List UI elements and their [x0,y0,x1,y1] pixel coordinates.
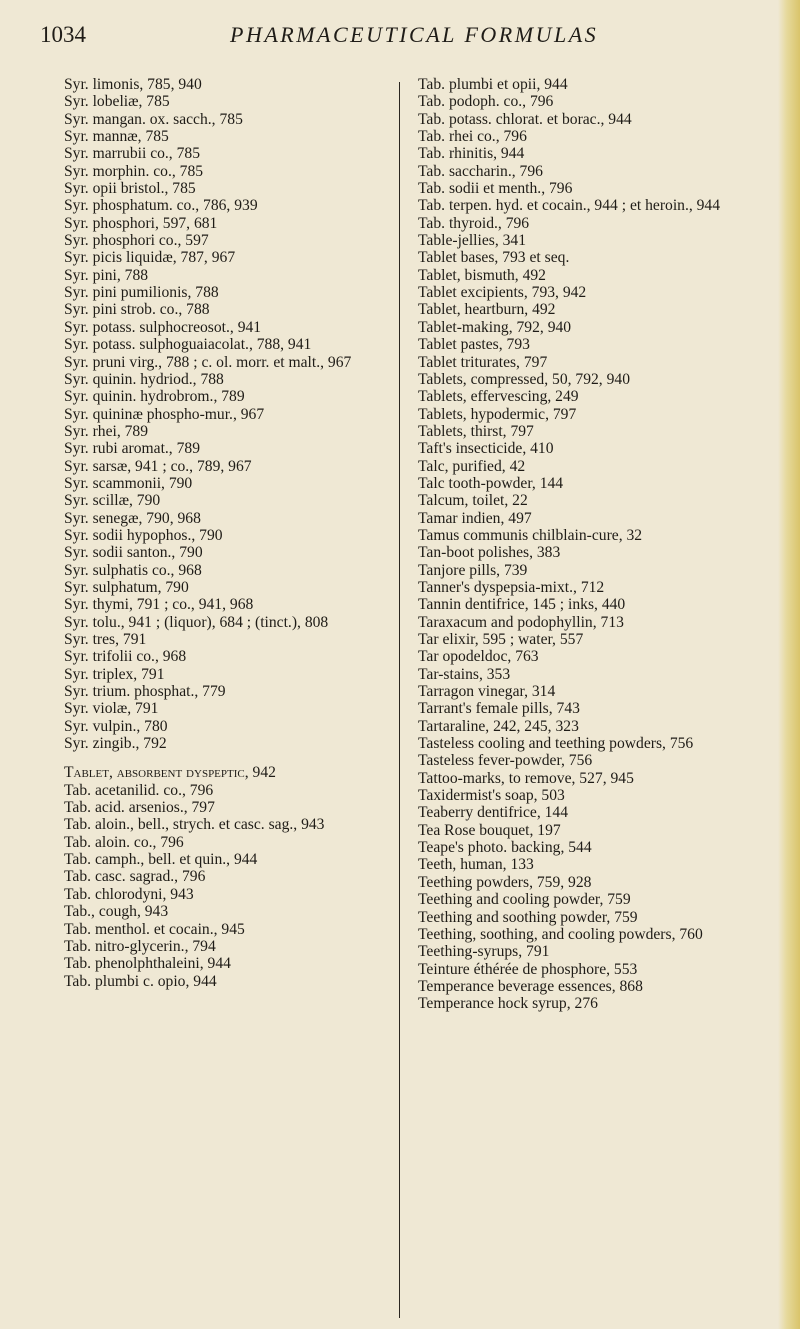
index-entry: Syr. marrubii co., 785 [64,145,200,163]
index-entry: Syr. potass. sulphocreosot., 941 [64,318,262,336]
index-entry: Tab. podoph. co., 796 [418,93,554,111]
index-entry: Temperance beverage essences, 868 [418,977,643,995]
page-header [40,20,740,54]
index-entry: Tasteless cooling and teething powders, 756 [418,735,694,753]
index-entry: Tablet pastes, 793 [418,336,530,354]
index-entry: Talc tooth-powder, 144 [418,474,564,492]
index-entries [418,76,780,1013]
index-entry: Taft's insecticide, 410 [418,440,554,458]
index-entry: Syr. picis liquidæ, 787, 967 [64,249,236,267]
index-entry: Tablets, compressed, 50, 792, 940 [418,370,630,388]
index-entry: Syr. limonis, 785, 940 [64,76,202,93]
index-entry: Tab. sodii et menth., 796 [418,180,573,198]
index-entry: Tablet, bismuth, 492 [418,266,546,284]
index-entry: Syr. pini strob. co., 788 [64,301,210,319]
index-entry: Teape's photo. backing, 544 [418,839,592,857]
index-entry: Syr. scammonii, 790 [64,474,193,492]
index-entry: Syr. pruni virg., 788 ; c. ol. morr. et malt., 967 [64,353,352,371]
index-column-right [418,76,780,1013]
index-entry: Syr. trium. phosphat., 779 [64,683,226,701]
index-entry: Tamar indien, 497 [418,509,532,527]
index-entry: Tab. potass. chlorat. et borac., 944 [418,110,632,128]
index-entry: Temperance hock syrup, 276 [418,995,598,1013]
index-entry: Syr. sarsæ, 941 ; co., 789, 967 [64,457,252,475]
index-entry: Tar opodeldoc, 763 [418,648,539,666]
index-entry: Syr. tolu., 941 ; (liquor), 684 ; (tinct.), 808 [64,613,329,631]
syrup-entries [64,76,384,752]
index-entry: Taraxacum and podophyllin, 713 [418,613,624,631]
index-entry: Teaberry dentifrice, 144 [418,804,569,822]
index-entry: Syr. trifolii co., 968 [64,648,187,666]
index-entry: Syr. rhei, 789 [64,422,149,440]
index-entry: Tattoo-marks, to remove, 527, 945 [418,769,634,787]
index-entry: Syr. phosphori co., 597 [64,232,209,250]
tablet-section-heading: Tablet, absorbent dyspeptic, 942 [64,764,276,782]
index-entry: Tab. rhinitis, 944 [418,145,525,163]
section-gap [64,752,384,764]
index-entry: Tab. plumbi c. opio, 944 [64,972,217,990]
index-entry: Tablets, effervescing, 249 [418,388,579,406]
column-divider [399,82,400,1318]
index-entry: Talc, purified, 42 [418,457,526,475]
index-entry: Syr. triplex, 791 [64,665,165,683]
index-entry: Teething-syrups, 791 [418,943,550,961]
index-entry: Tab. acetanilid. co., 796 [64,781,214,799]
index-entry: Syr. sulphatis co., 968 [64,561,202,579]
index-entry: Tea Rose bouquet, 197 [418,821,561,839]
index-entry: Syr. pini, 788 [64,266,149,284]
index-entry: Tanner's dyspepsia-mixt., 712 [418,578,605,596]
index-entry: Tab., cough, 943 [64,903,169,921]
index-entry: Syr. pini pumilionis, 788 [64,284,219,302]
index-entry: Tan-boot polishes, 383 [418,544,561,562]
index-entry: Syr. senegæ, 790, 968 [64,509,201,527]
index-entry: Syr. phosphori, 597, 681 [64,214,218,232]
index-entry: Tab. saccharin., 796 [418,162,543,180]
index-entry: Syr. phosphatum. co., 786, 939 [64,197,258,215]
index-entry: Syr. sodii santon., 790 [64,544,203,562]
index-entry: Teeth, human, 133 [418,856,534,874]
index-entry: Tablets, thirst, 797 [418,422,534,440]
index-entry: Syr. vulpin., 780 [64,717,168,735]
index-entry: Syr. mangan. ox. sacch., 785 [64,110,243,128]
index-entry: Syr. lobeliæ, 785 [64,93,170,111]
index-entry: Syr. zingib., 792 [64,735,167,753]
page-number: 1034 [40,22,86,47]
index-entry: Syr. thymi, 791 ; co., 941, 968 [64,596,254,614]
index-entry: Syr. quininæ phospho-mur., 967 [64,405,265,423]
index-entry: Tartaraline, 242, 245, 323 [418,717,579,735]
index-entry: Table-jellies, 341 [418,232,527,250]
index-entry: Syr. quinin. hydriod., 788 [64,370,224,388]
index-entry: Tar-stains, 353 [418,665,511,683]
index-entry: Tab. aloin., bell., strych. et casc. sag., 943 [64,816,325,834]
index-entry: Syr. mannæ, 785 [64,128,169,146]
index-entry: Syr. sulphatum, 790 [64,578,189,596]
index-entry: Tab. casc. sagrad., 796 [64,868,206,886]
index-entry: Teething, soothing, and cooling powders, 760 [418,925,703,943]
index-entry: Teething and cooling powder, 759 [418,891,631,909]
index-entry: Syr. scillæ, 790 [64,492,161,510]
tablet-entries [64,782,384,990]
index-entry: Tablets, hypodermic, 797 [418,405,577,423]
index-entry: Tablet-making, 792, 940 [418,318,572,336]
index-entry: Tablet, heartburn, 492 [418,301,556,319]
index-entry: Syr. opii bristol., 785 [64,180,196,198]
running-title: PHARMACEUTICAL FORMULAS [230,22,599,47]
index-entry: Syr. morphin. co., 785 [64,162,204,180]
index-column-left [64,76,384,990]
index-entry: Syr. quinin. hydrobrom., 789 [64,388,245,406]
index-entry: Tasteless fever-powder, 756 [418,752,593,770]
index-entry: Teinture éthérée de phosphore, 553 [418,960,638,978]
index-entry: Tab. chlorodyni, 943 [64,885,194,903]
index-entry: Tarragon vinegar, 314 [418,683,556,701]
index-entry: Tab. acid. arsenios., 797 [64,799,215,817]
index-entry: Tanjore pills, 739 [418,561,528,579]
index-entry: Tamus communis chilblain-cure, 32 [418,526,643,544]
index-entry: Tab. terpen. hyd. et cocain., 944 ; et heroin., 944 [418,197,721,215]
index-entry: Syr. rubi aromat., 789 [64,440,200,458]
index-entry: Syr. violæ, 791 [64,700,159,718]
index-entry: Tablet bases, 793 et seq. [418,249,570,267]
index-entry: Tab. phenolphthaleini, 944 [64,955,231,973]
index-entry: Tab. rhei co., 796 [418,128,527,146]
index-entry: Syr. sodii hypophos., 790 [64,526,223,544]
page-edge-shading [778,0,800,1329]
index-entry: Syr. potass. sulphoguaiacolat., 788, 941 [64,336,312,354]
index-entry: Tab. aloin. co., 796 [64,833,184,851]
index-entry: Tar elixir, 595 ; water, 557 [418,631,584,648]
index-entry: Tab. menthol. et cocain., 945 [64,920,245,938]
index-entry: Taxidermist's soap, 503 [418,787,565,805]
index-entry: Tab. thyroid., 796 [418,214,530,232]
index-entry: Syr. tres, 791 [64,631,147,648]
index-entry: Talcum, toilet, 22 [418,492,528,510]
index-entry: Teething and soothing powder, 759 [418,908,638,926]
index-entry: Tablet triturates, 797 [418,353,548,371]
index-entry: Tab. nitro-glycerin., 794 [64,937,216,955]
index-entry: Tablet excipients, 793, 942 [418,284,587,302]
index-entry: Teething powders, 759, 928 [418,873,592,891]
index-entry: Tab. camph., bell. et quin., 944 [64,851,258,869]
index-entry: Tannin dentifrice, 145 ; inks, 440 [418,596,626,614]
index-entry: Tab. plumbi et opii, 944 [418,76,568,93]
index-entry: Tarrant's female pills, 743 [418,700,580,718]
